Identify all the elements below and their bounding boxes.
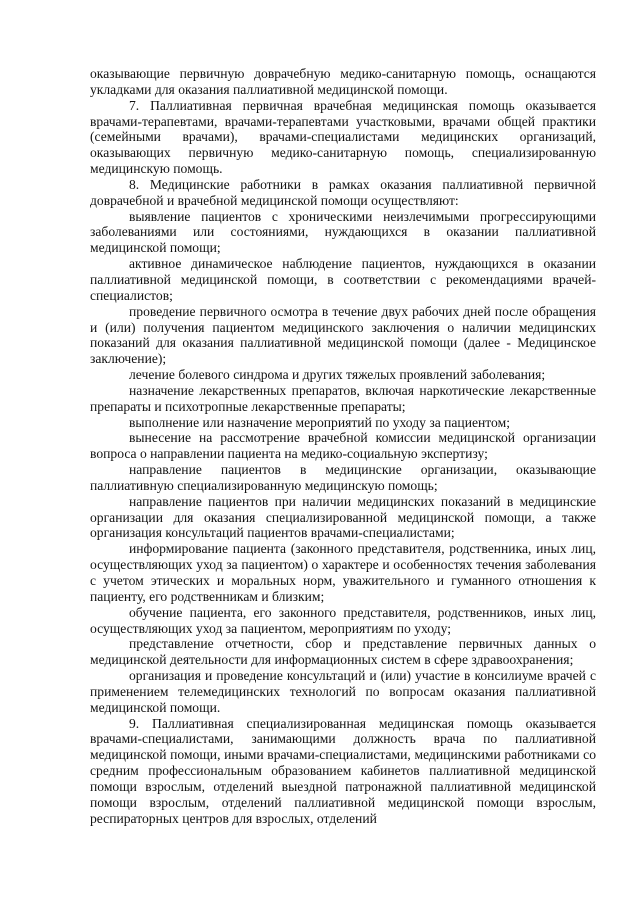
paragraph-continuation: оказывающие первичную доврачебную медико-санитарную помощь, оснащаются укладками для оказания паллиативной медицинской помощи. bbox=[90, 66, 596, 97]
document-page bbox=[90, 66, 596, 827]
list-item-identification: выявление пациентов с хроническими неизлечимыми прогрессирующими заболеваниями или состояниями, нуждающихся в оказании паллиативной медицинской помощи; bbox=[90, 208, 596, 256]
list-item-initial-examination: проведение первичного осмотра в течение двух рабочих дней после обращения и (или) получения пациентом медицинского заключения о наличии медицинских показаний для оказания паллиативной медицинской помощи (далее - Медицинское заключение); bbox=[90, 303, 596, 367]
list-item-prescription: назначение лекарственных препаратов, включая наркотические лекарственные препараты и психотропные лекарственные препараты; bbox=[90, 382, 596, 414]
list-item-care-measures: выполнение или назначение мероприятий по уходу за пациентом; bbox=[129, 414, 510, 430]
list-item-informing: информирование пациента (законного представителя, родственника, иных лиц, осуществляющих уход за пациентом) о характере и особенностях течения заболевания с учетом этических и моральных норм, уважительного и гуманного отношения к пациенту, его родственникам и близким; bbox=[90, 541, 596, 604]
list-item-commission-referral: вынесение на рассмотрение врачебной комиссии медицинской организации вопроса о направлении пациента на медико-социальную экспертизу; bbox=[90, 430, 596, 462]
list-item-palliative-referral: направление пациентов в медицинские организации, оказывающие паллиативную специализированную медицинскую помощь; bbox=[90, 462, 596, 493]
list-item-pain-treatment: лечение болевого синдрома и других тяжелых проявлений заболевания; bbox=[129, 367, 546, 383]
paragraph-clause-8: 8. Медицинские работники в рамках оказания паллиативной первичной доврачебной и врачебной медицинской помощи осуществляют: bbox=[90, 176, 596, 208]
paragraph-clause-7: 7. Паллиативная первичная врачебная медицинская помощь оказывается врачами-терапевтами, врачами-терапевтами участковыми, врачами общей практики (семейными врачами), врачами-специалистами медицинских организаций, оказывающих первичную медико-санитарную помощь, специализированную медицинскую помощь. bbox=[90, 97, 596, 177]
list-item-training: обучение пациента, его законного представителя, родственников, иных лиц, осуществляющих уход за пациентом, мероприятиям по уходу; bbox=[90, 604, 596, 636]
list-item-monitoring: активное динамическое наблюдение пациентов, нуждающихся в оказании паллиативной медицинской помощи, в соответствии с рекомендациями врачей-специалистов; bbox=[90, 256, 596, 303]
list-item-specialized-referral: направление пациентов при наличии медицинских показаний в медицинские организации для оказания специализированной медицинской помощи, а также организация консультаций пациентов врачами-специалистами; bbox=[90, 493, 596, 541]
list-item-telemedicine: организация и проведение консультаций и (или) участие в консилиуме врачей с применением телемедицинских технологий по вопросам оказания паллиативной медицинской помощи. bbox=[90, 668, 596, 715]
list-item-reporting: представление отчетности, сбор и представление первичных данных о медицинской деятельности для информационных систем в сфере здравоохранения; bbox=[90, 636, 596, 668]
paragraph-clause-9: 9. Паллиативная специализированная медицинская помощь оказывается врачами-специалистами, занимающими должность врача по паллиативной медицинской помощи, иными врачами-специалистами, медицинскими работниками со средним профессиональным образованием кабинетов паллиативной медицинской помощи взрослым, отделений выездной патронажной паллиативной медицинской помощи взрослым, отделений паллиативной медицинской помощи взрослым, респираторных центров для взрослых, отделений bbox=[90, 715, 596, 826]
